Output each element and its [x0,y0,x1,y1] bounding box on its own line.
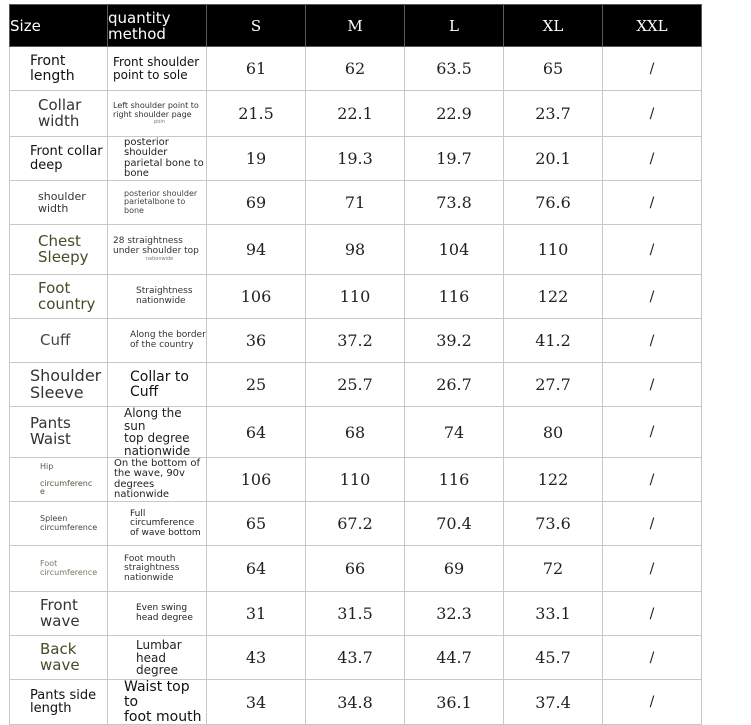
measurement-name: Foot circumference [10,546,108,592]
measurement-method: 28 straightness under shoulder top nationwide [108,225,207,275]
measurement-method: Foot mouth straightness nationwide [108,546,207,592]
measurement-name: Pants Waist [10,407,108,458]
measurement-method: Along the border of the country [108,319,207,363]
value-s: 31 [207,592,306,636]
value-xxl: / [603,47,702,91]
value-m: 31.5 [306,592,405,636]
value-xxl: / [603,363,702,407]
measurement-name: shoulder width [10,181,108,225]
measurement-name: Back wave [10,636,108,680]
value-xl: 23.7 [504,91,603,137]
value-m: 62 [306,47,405,91]
value-l: 26.7 [405,363,504,407]
header-size: Size [10,5,108,47]
value-l: 22.9 [405,91,504,137]
value-l: 116 [405,275,504,319]
value-xl: 41.2 [504,319,603,363]
value-l: 63.5 [405,47,504,91]
measurement-method: Collar to Cuff [108,363,207,407]
value-xxl: / [603,636,702,680]
measurement-method: Along the sun top degree nationwide [108,407,207,458]
header-col-m: M [306,5,405,47]
table-row [10,502,702,546]
value-s: 43 [207,636,306,680]
header-col-l: L [405,5,504,47]
measurement-method: Full circumference of wave bottom [108,502,207,546]
value-s: 25 [207,363,306,407]
measurement-method: Front shoulder point to sole [108,47,207,91]
value-l: 73.8 [405,181,504,225]
table-row [10,91,702,137]
header-col-xl: XL [504,5,603,47]
measurement-name: Hip circumferenc e [10,458,108,502]
value-l: 44.7 [405,636,504,680]
measurement-method: Left shoulder point to right shoulder page poin [108,91,207,137]
value-xxl: / [603,91,702,137]
value-l: 36.1 [405,680,504,725]
value-l: 69 [405,546,504,592]
value-s: 65 [207,502,306,546]
value-m: 25.7 [306,363,405,407]
table-row [10,47,702,91]
value-s: 64 [207,546,306,592]
value-xxl: / [603,137,702,181]
value-xxl: / [603,502,702,546]
value-m: 43.7 [306,636,405,680]
measurement-name: Spleen circumference [10,502,108,546]
value-xxl: / [603,458,702,502]
measurement-name: Shoulder Sleeve [10,363,108,407]
measurement-name: Chest Sleepy [10,225,108,275]
header-row [10,5,702,47]
value-xl: 65 [504,47,603,91]
table-row [10,363,702,407]
measurement-method: posterior shoulder parietal bone to bone [108,137,207,181]
table-row [10,225,702,275]
value-xl: 45.7 [504,636,603,680]
method-note: nationwide [145,255,174,262]
table-row [10,458,702,502]
measurement-method: Straightness nationwide [108,275,207,319]
measurement-name: Front length [10,47,108,91]
value-l: 104 [405,225,504,275]
header-col-s: S [207,5,306,47]
value-s: 36 [207,319,306,363]
measurement-method: Even swing head degree [108,592,207,636]
table-row [10,546,702,592]
measurement-method: posterior shoulder parietalbone to bone [108,181,207,225]
measurement-method: Waist top to foot mouth [108,680,207,725]
table-row [10,275,702,319]
value-xxl: / [603,546,702,592]
value-m: 34.8 [306,680,405,725]
value-xl: 122 [504,275,603,319]
value-s: 106 [207,275,306,319]
value-xl: 76.6 [504,181,603,225]
value-l: 32.3 [405,592,504,636]
value-xl: 122 [504,458,603,502]
value-l: 116 [405,458,504,502]
value-m: 68 [306,407,405,458]
value-l: 70.4 [405,502,504,546]
table-row [10,137,702,181]
measurement-name: Foot country [10,275,108,319]
value-s: 21.5 [207,91,306,137]
value-xxl: / [603,407,702,458]
value-m: 67.2 [306,502,405,546]
method-note: poin [154,118,165,125]
value-xl: 27.7 [504,363,603,407]
table-row [10,407,702,458]
value-s: 106 [207,458,306,502]
value-xxl: / [603,680,702,725]
value-m: 71 [306,181,405,225]
value-m: 110 [306,275,405,319]
value-m: 19.3 [306,137,405,181]
table-row [10,319,702,363]
value-xxl: / [603,592,702,636]
value-m: 110 [306,458,405,502]
header-method: quantity method [108,5,207,47]
value-m: 22.1 [306,91,405,137]
value-m: 98 [306,225,405,275]
measurement-name: Front wave [10,592,108,636]
measurement-name: Cuff [10,319,108,363]
size-chart-table [9,4,702,725]
value-xxl: / [603,319,702,363]
value-s: 61 [207,47,306,91]
value-l: 39.2 [405,319,504,363]
value-l: 19.7 [405,137,504,181]
value-s: 19 [207,137,306,181]
value-xxl: / [603,181,702,225]
measurement-method: Lumbar head degree [108,636,207,680]
value-s: 34 [207,680,306,725]
value-m: 37.2 [306,319,405,363]
value-xl: 80 [504,407,603,458]
measurement-name: Front collar deep [10,137,108,181]
value-xl: 110 [504,225,603,275]
value-xxl: / [603,225,702,275]
value-s: 94 [207,225,306,275]
measurement-name: Pants side length [10,680,108,725]
table-row [10,181,702,225]
table-row [10,636,702,680]
measurement-name: Collar width [10,91,108,137]
value-xl: 33.1 [504,592,603,636]
value-l: 74 [405,407,504,458]
table-row [10,592,702,636]
value-xl: 73.6 [504,502,603,546]
value-m: 66 [306,546,405,592]
value-s: 69 [207,181,306,225]
value-xl: 20.1 [504,137,603,181]
measurement-method: On the bottom of the wave, 90v degrees nationwide [108,458,207,502]
value-xxl: / [603,275,702,319]
value-xl: 72 [504,546,603,592]
value-s: 64 [207,407,306,458]
value-xl: 37.4 [504,680,603,725]
header-col-xxl: XXL [603,5,702,47]
table-row [10,680,702,725]
